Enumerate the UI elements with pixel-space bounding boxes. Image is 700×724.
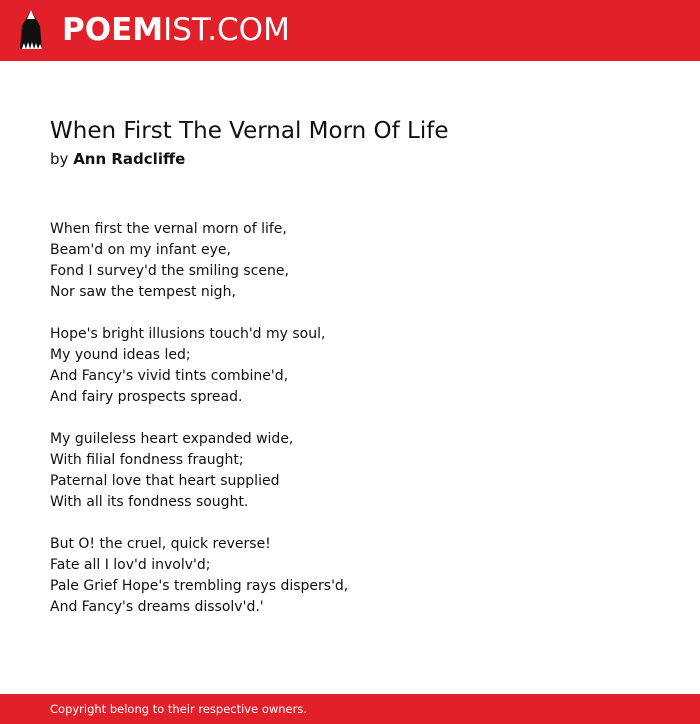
poem-line: Paternal love that heart supplied bbox=[50, 473, 280, 489]
pencil-icon[interactable] bbox=[18, 9, 44, 52]
stanza bbox=[50, 534, 670, 618]
poem-title: When First The Vernal Morn Of Life bbox=[50, 118, 449, 144]
stanza bbox=[50, 429, 670, 513]
by-label: by bbox=[50, 150, 69, 168]
poem-line: Hope's bright illusions touch'd my soul, bbox=[50, 326, 326, 342]
poem-line: And Fancy's dreams dissolv'd.' bbox=[50, 599, 264, 615]
poem-body bbox=[50, 219, 670, 639]
brand-light: IST.COM bbox=[163, 12, 290, 48]
poem-line: My yound ideas led; bbox=[50, 347, 191, 363]
poem-line: When first the vernal morn of life, bbox=[50, 221, 287, 237]
poem-line: My guileless heart expanded wide, bbox=[50, 431, 294, 447]
stanza bbox=[50, 219, 670, 303]
byline bbox=[50, 149, 185, 169]
site-header bbox=[0, 0, 700, 61]
site-footer bbox=[0, 694, 700, 724]
poem-line: Pale Grief Hope's trembling rays dispers'd, bbox=[50, 578, 349, 594]
site-logo[interactable] bbox=[62, 12, 290, 48]
author-name: Ann Radcliffe bbox=[73, 150, 186, 168]
poem-line: But O! the cruel, quick reverse! bbox=[50, 536, 271, 552]
poem-line: With filial fondness fraught; bbox=[50, 452, 244, 468]
poem-line: And fairy prospects spread. bbox=[50, 389, 243, 405]
copyright-notice: Copyright belong to their respective owners. bbox=[50, 702, 308, 716]
brand-bold: POEM bbox=[62, 12, 164, 48]
poem-line: And Fancy's vivid tints combine'd, bbox=[50, 368, 289, 384]
poem-line: Nor saw the tempest nigh, bbox=[50, 284, 236, 300]
poem-line: With all its fondness sought. bbox=[50, 494, 249, 510]
poem-line: Fate all I lov'd involv'd; bbox=[50, 557, 211, 573]
stanza bbox=[50, 324, 670, 408]
poem-line: Fond I survey'd the smiling scene, bbox=[50, 263, 289, 279]
poem-line: Beam'd on my infant eye, bbox=[50, 242, 231, 258]
